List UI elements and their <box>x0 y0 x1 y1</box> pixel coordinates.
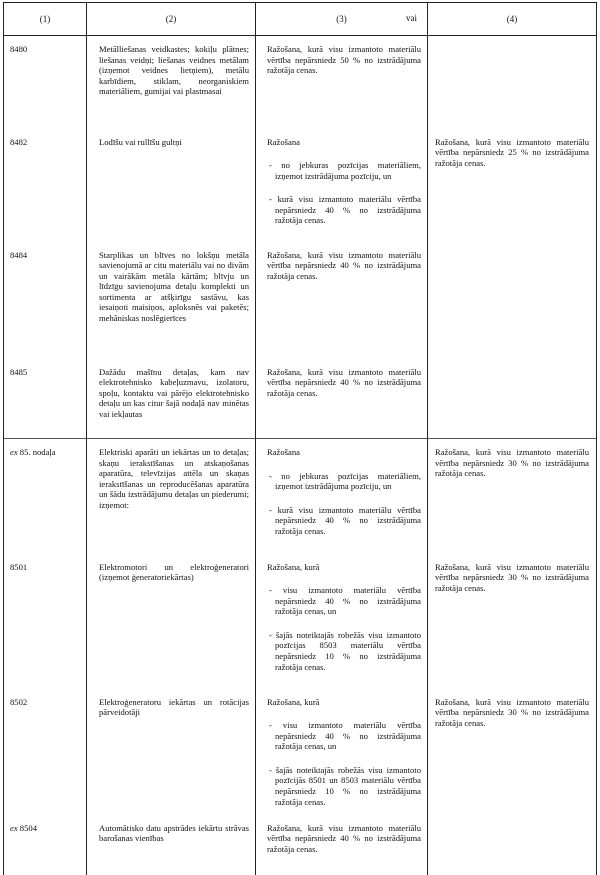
row-code: 8482 <box>4 129 87 242</box>
table-row <box>4 129 597 242</box>
table-row <box>4 359 597 439</box>
table-row <box>4 815 597 875</box>
rule-sub-item: - no jebkuras pozīcijas materiāliem, izņemot izstrādājuma pozīciju, un <box>269 470 421 492</box>
row-code: 8501 <box>4 554 87 689</box>
row-rule-col3 <box>256 689 428 815</box>
rule-main: Ražošana, kurā visu izmantoto materiālu vērtība nepārsniedz 40 % no izstrādājuma ražotāja cenas. <box>267 249 421 281</box>
row-description: Elektroģeneratoru iekārtas un rotācijas pārveidotāji <box>87 689 256 815</box>
rule-sub-item: - no jebkuras pozīcijas materiāliem, izņemot izstrādājuma pozīciju, un <box>269 160 421 181</box>
rule-sub-item: - šajās noteiktajās robežās visu izmantoto pozīcijās 8501 un 8503 materiālu vērtība nepārsniedz 10 % no izstrādājuma ražotāja cenas. <box>269 764 421 807</box>
row-code: 8504 <box>19 822 37 833</box>
row-code-cell <box>4 439 87 554</box>
row-rule-col3 <box>256 359 428 439</box>
table-header-row <box>4 3 597 36</box>
rule-sub-item: - kurā visu izmantoto materiālu vērtība nepārsniedz 40 % no izstrādājuma ražotāja cenas. <box>269 504 421 536</box>
table-row <box>4 689 597 815</box>
row-rule-col3 <box>256 242 428 359</box>
row-rule-col4 <box>428 359 597 439</box>
header-col1: (1) <box>4 3 87 36</box>
rule-main: Ražošana, kurā visu izmantoto materiālu vērtība nepārsniedz 50 % no izstrādājuma ražotāja cenas. <box>267 44 421 76</box>
row-description: Lodīšu vai rullīšu gultņi <box>87 129 256 242</box>
rule-main: Ražošana <box>267 447 300 457</box>
header-col3: (3) <box>336 13 347 24</box>
row-code: 8485 <box>4 359 87 439</box>
row-rule-col4 <box>428 815 597 875</box>
header-vai: vai <box>406 13 417 23</box>
table-row <box>4 439 597 554</box>
row-description: Starplikas un blīves no lokšņu metāla savienojumā ar citu materiālu vai no divām un vairākām metāla kārtām; blīvju un līdzīgu savienojuma detaļu komplekti un sortimenta ar atšķirīgu sastāvu, kas iesaiņoti maisiņos, aploksnēs vai paketēs; mehāniskas noslēgierīces <box>87 242 256 359</box>
header-col4: (4) <box>428 3 597 36</box>
row-code-prefix: ex <box>10 447 18 457</box>
row-code: 8484 <box>4 242 87 359</box>
table-row <box>4 36 597 129</box>
row-code-prefix: ex <box>10 822 18 833</box>
header-col3-cell <box>256 3 428 36</box>
rule-sub-item: - šajās noteiktajās robežās visu izmantoto pozīcijas 8503 materiālu vērtība nepārsniedz 10 % no izstrādājuma ražotāja cenas. <box>269 629 421 672</box>
row-code-cell <box>4 815 87 875</box>
row-rule-col4 <box>428 242 597 359</box>
row-rule-col4: Ražošana, kurā visu izmantoto materiālu vērtība nepārsniedz 25 % no izstrādājuma ražotāja cenas. <box>428 129 597 242</box>
table-row <box>4 554 597 689</box>
row-code: 85. nodaļa <box>19 447 56 457</box>
row-rule-col4: Ražošana, kurā visu izmantoto materiālu vērtība nepārsniedz 30 % no izstrādājuma ražotāja cenas. <box>428 689 597 815</box>
row-description: Elektromotori un elektroģeneratori (izņemot ģeneratoriekārtas) <box>87 554 256 689</box>
row-rule-col3 <box>256 36 428 129</box>
row-code: 8480 <box>4 36 87 129</box>
rule-sub-item: - kurā visu izmantoto materiālu vērtība nepārsniedz 40 % no izstrādājuma ražotāja cenas. <box>269 194 421 226</box>
row-description: Elektriski aparāti un iekārtas un to detaļas; skaņu ierakstīšanas un atskaņošanas aparatūra, televīzijas attēla un skaņas ierakstīšanas un reproducēšanas aparatūra un šādu izstrādājumu detaļas un piederumi; izņemot: <box>87 439 256 554</box>
row-description: Automātisko datu apstrādes iekārtu strāvas barošanas vienības <box>87 815 256 875</box>
row-rule-col3 <box>256 815 428 875</box>
rule-main: Ražošana <box>267 136 300 147</box>
rule-sub-item: - visu izmantoto materiālu vērtība nepārsniedz 40 % no izstrādājuma ražotāja cenas, un <box>269 585 421 617</box>
row-description: Dažādu mašīnu detaļas, kam nav elektrotehnisko kabeļuzmavu, izolatoru, spoļu, kontaktu vai pārējo elektrotehnisko detaļu un kas citur šajā nodaļā nav minētas vai iekļautas <box>87 359 256 439</box>
row-code: 8502 <box>4 689 87 815</box>
row-rule-col3 <box>256 439 428 554</box>
rule-main: Ražošana, kurā visu izmantoto materiālu vērtība nepārsniedz 40 % no izstrādājuma ražotāja cenas. <box>267 822 421 854</box>
table-row <box>4 242 597 359</box>
row-rule-col3 <box>256 554 428 689</box>
row-description: Metālliešanas veidkastes; kokiļu plātnes; liešanas veidņi; liešanas veidnes metālam (izņemot veidnes lietņiem), metālu karbīdiem, stiklam, neorganiskiem materiāliem, gumijai vai plastmasai <box>87 36 256 129</box>
rule-main: Ražošana, kurā visu izmantoto materiālu vērtība nepārsniedz 40 % no izstrādājuma ražotāja cenas. <box>267 366 421 398</box>
rule-main: Ražošana, kurā <box>267 696 320 707</box>
row-rule-col4 <box>428 36 597 129</box>
rule-sub-item: - visu izmantoto materiālu vērtība nepārsniedz 40 % no izstrādājuma ražotāja cenas, un <box>269 720 421 752</box>
row-rule-col3 <box>256 129 428 242</box>
row-rule-col4: Ražošana, kurā visu izmantoto materiālu vērtība nepārsniedz 30 % no izstrādājuma ražotāja cenas. <box>428 439 597 554</box>
origin-rules-table <box>3 2 597 875</box>
header-col2: (2) <box>87 3 256 36</box>
row-rule-col4: Ražošana, kurā visu izmantoto materiālu vērtība nepārsniedz 30 % no izstrādājuma ražotāja cenas. <box>428 554 597 689</box>
rule-main: Ražošana, kurā <box>267 561 320 572</box>
